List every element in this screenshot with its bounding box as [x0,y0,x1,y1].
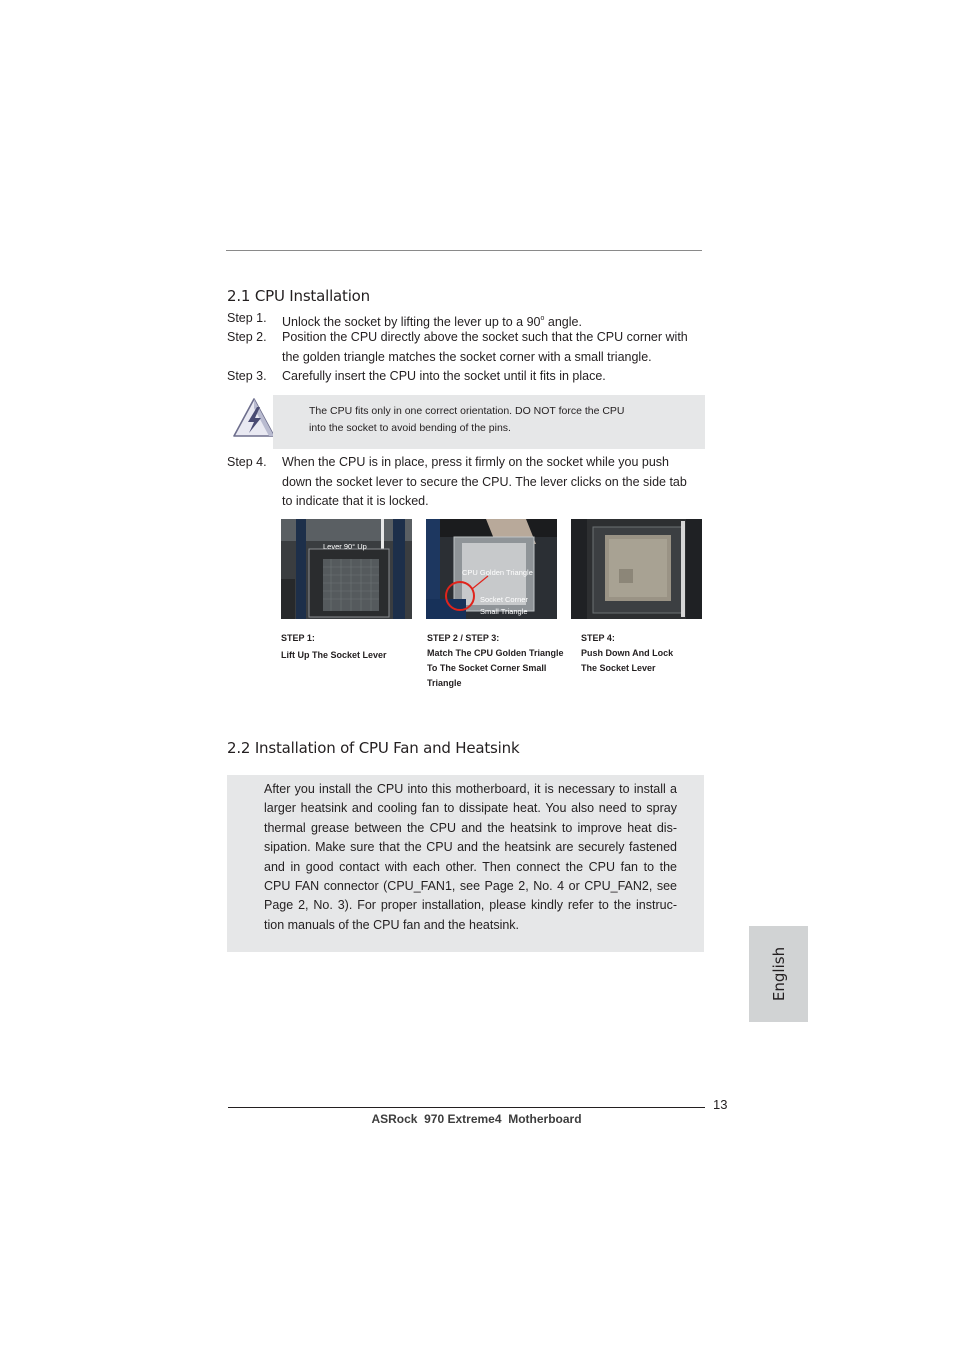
step-text: Position the CPU directly above the socket such that the CPU corner with the golden triangle matches the socket corner with a small triangle. [282,330,688,364]
photo-label: CPU Golden Triangle [462,568,533,577]
step-text: Carefully insert the CPU into the socket until it fits in place. [282,369,606,383]
step-2 [227,328,707,368]
section-title-fan-heatsink: 2.2 Installation of CPU Fan and Heatsink [227,739,520,757]
caption-step-2-3: STEP 2 / STEP 3: Match The CPU Golden Triangle To The Socket Corner Small Triangle [427,633,564,688]
fan-heatsink-text: After you install the CPU into this motherboard, it is necessary to install a larger heatsink and cooling fan to dissipate heat. You also need to spray thermal grease between the CPU and the heatsink to improve heat dis- sipation. Make sure that the CPU and the heatsink are securely fastened and in good contact with each other. Then connect the CPU fan to the CPU FAN connector (CPU_FAN1, see Page 2, No. 4 or CPU_FAN2, see Page 2, No. 3). For proper installation, please kindly refer to the instruc- tion manuals of the CPU fan and the heatsink. [264,782,677,932]
degree-sign: o [540,315,545,322]
step-label: Step 1. [227,311,267,325]
photo-step-4-lever-locked [571,519,702,619]
step-1 [227,309,707,329]
step-text: Unlock the socket by lifting the lever up to a 90$^o$ angle. [282,315,582,329]
footer-divider [228,1107,705,1108]
footer-product-name: ASRock 970 Extreme4 Motherboard [371,1112,582,1126]
photo-label: Socket Corner [480,595,528,604]
language-side-tab-label: English [769,946,788,1002]
step-4 [227,453,707,513]
language-side-tab [749,926,808,1022]
step-text: When the CPU is in place, press it firmly on the socket while you push down the socket lever to secure the CPU. The lever clicks on the side tab to indicate that it is locked. [282,455,687,508]
step-3 [227,367,707,387]
section-title-cpu-installation: 2.1 CPU Installation [227,287,370,305]
photo-label: Small Triangle [480,607,528,616]
warning-text: The CPU fits only in one correct orientation. DO NOT force the CPU into the socket to avoid bending of the pins. [309,405,625,434]
step-label: Step 2. [227,330,267,344]
step-label: Step 3. [227,369,267,383]
step-label: Step 4. [227,455,267,469]
photo-step-2-3-cpu-alignment [426,519,557,619]
caption-step-4: STEP 4: Push Down And Lock The Socket Lever [581,633,674,673]
page-number: 13 [713,1097,728,1112]
caption-step-1: STEP 1: Lift Up The Socket Lever [281,633,387,660]
warning-lightning-icon [231,396,277,440]
photo-label: Lever 90° Up [323,542,367,551]
photo-step-1-socket-lever [281,519,412,619]
top-divider [226,250,702,251]
